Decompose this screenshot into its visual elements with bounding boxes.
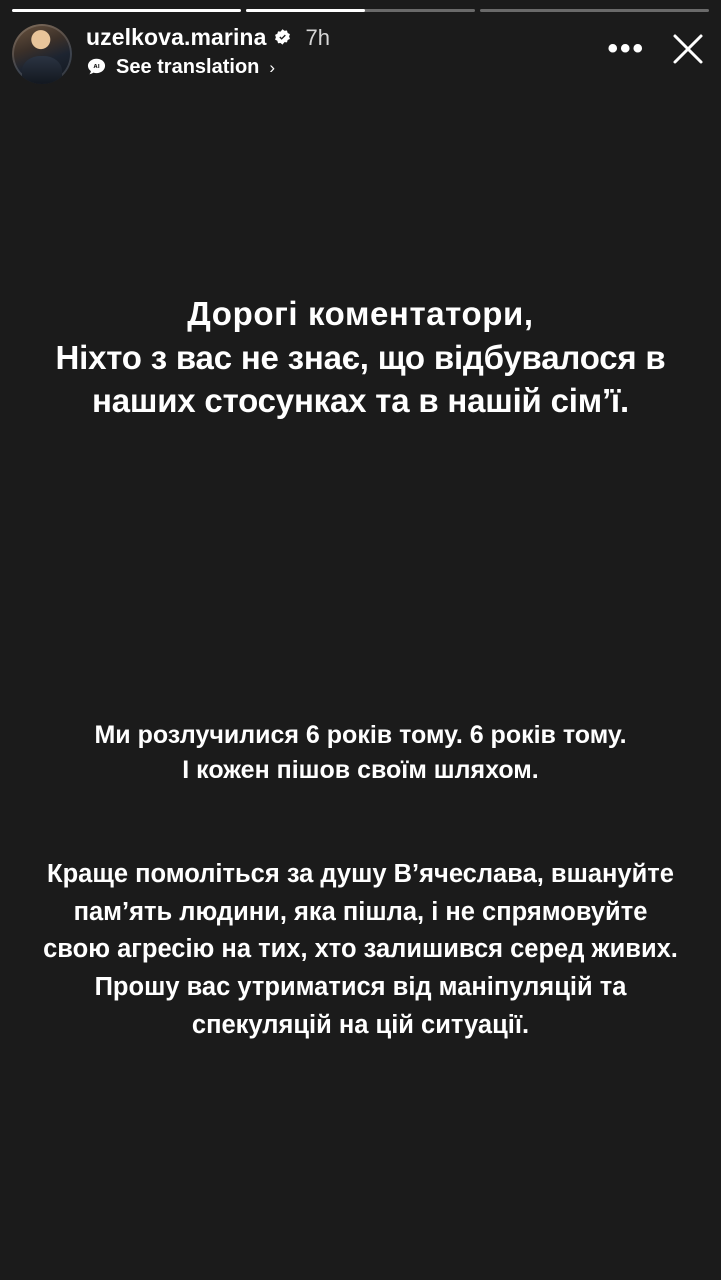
username-label[interactable]: uzelkova.marina: [86, 24, 267, 50]
chevron-right-icon: ›: [269, 58, 276, 77]
progress-segment-3[interactable]: [480, 9, 709, 12]
verified-badge-icon: [273, 28, 292, 47]
paragraph2-line-1: Краще помоліться за душу В’ячеслава, вшануйте: [47, 860, 674, 888]
story-header-actions: [607, 22, 711, 66]
paragraph1-line-2: І кожен пішов своїм шляхом.: [182, 755, 539, 784]
close-icon[interactable]: [671, 32, 705, 66]
paragraph2-line-2: пам’ять людини, яка пішла, і не спрямовуйте: [73, 897, 648, 926]
translate-speech-bubble-icon: [86, 57, 107, 78]
headline-line-3: наших стосунках та в нашій сім’ї.: [92, 382, 629, 420]
story-timestamp: 7h: [305, 24, 330, 50]
see-translation-label: See translation: [116, 56, 260, 78]
paragraph2-line-5: спекуляцій на цій ситуації.: [191, 1010, 530, 1039]
avatar[interactable]: [12, 24, 72, 84]
story-paragraph-1: [0, 718, 721, 787]
story-paragraph-2: [0, 856, 721, 1045]
more-options-icon[interactable]: •••: [607, 32, 645, 65]
story-progress-bars: [12, 9, 709, 12]
progress-segment-2[interactable]: [246, 9, 475, 12]
paragraph2-line-4: Прошу вас утриматися від маніпуляцій та: [94, 973, 627, 1002]
paragraph1-line-1: Ми розлучилися 6 років тому. 6 років тому.: [94, 721, 627, 749]
story-header-text: [86, 22, 330, 79]
story-header: [12, 22, 711, 88]
username-row: [86, 24, 330, 51]
paragraph2-line-3: свою агресію на тих, хто залишився серед живих.: [43, 935, 678, 964]
progress-segment-1[interactable]: [12, 9, 241, 12]
headline-line-1: Дорогі коментатори,: [187, 295, 534, 332]
story-headline: [0, 292, 721, 423]
see-translation-button[interactable]: [86, 56, 330, 79]
headline-line-2: Ніхто з вас не знає, що відбувалося в: [55, 338, 666, 376]
